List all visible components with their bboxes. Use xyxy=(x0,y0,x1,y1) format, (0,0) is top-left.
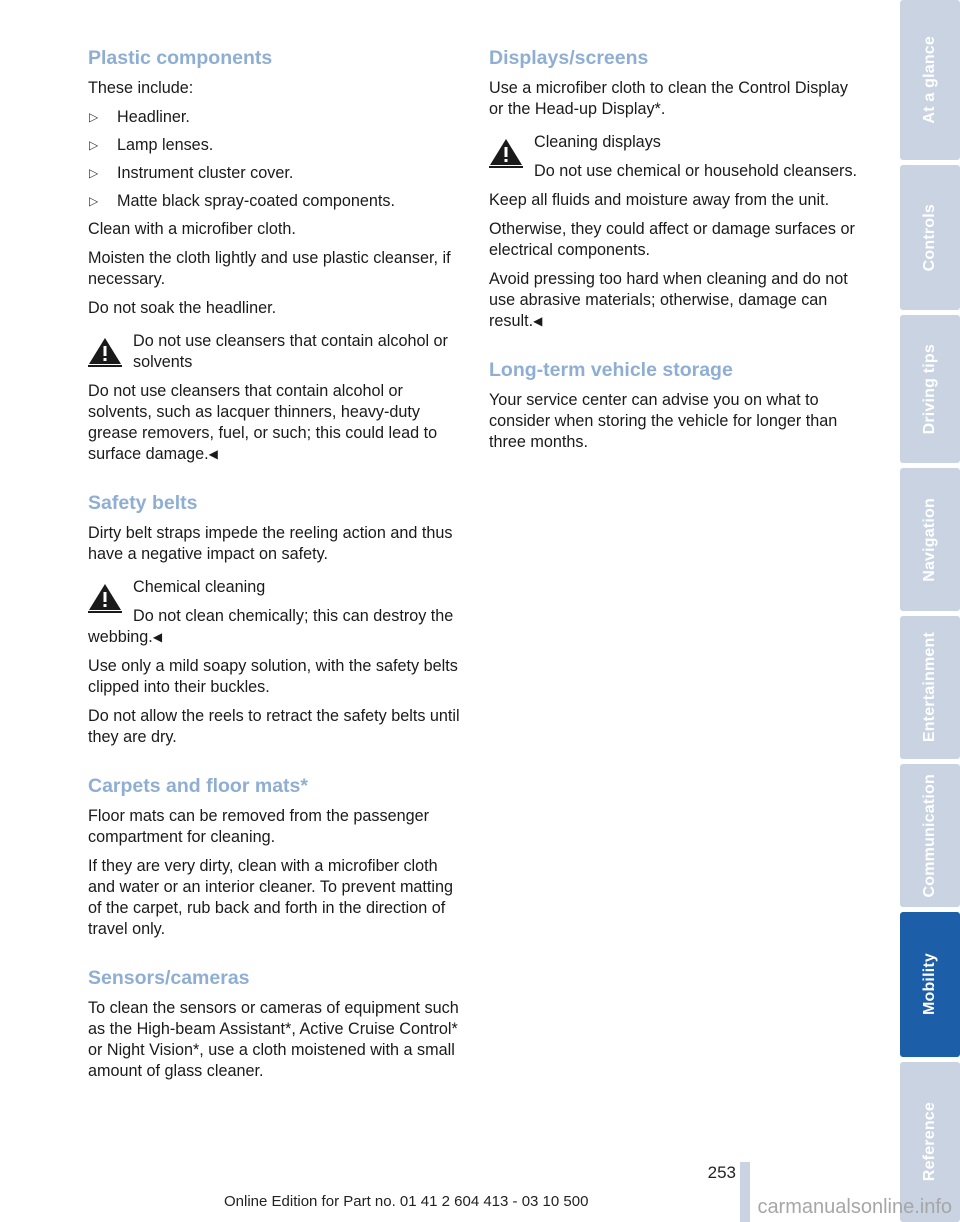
heading-safety-belts: Safety belts xyxy=(88,492,198,514)
heading-long-term-storage: Long-term vehicle storage xyxy=(489,359,733,381)
paragraph: Clean with a microfiber cloth. xyxy=(88,220,296,238)
section-plastic-components xyxy=(88,44,466,465)
list-item: ▷ Headliner. xyxy=(89,108,190,126)
tab-driving-tips[interactable]: Driving tips xyxy=(900,315,960,463)
tab-mobility[interactable]: Mobility xyxy=(900,912,960,1057)
list-item: ▷ Lamp lenses. xyxy=(89,136,214,154)
page-number: 253 xyxy=(707,1163,736,1182)
paragraph: These include: xyxy=(88,79,194,97)
paragraph: Keep all fluids and moisture away from the unit. xyxy=(489,191,830,209)
heading-carpets: Carpets and floor mats* xyxy=(88,775,308,797)
warning-notice xyxy=(88,577,466,648)
paragraph: To clean the sensors or cameras of equipment such as the High-beam Assistant*, Active Cruise Control* or Night Vision*, use a cloth moistened with a small amount of glass cleaner. xyxy=(88,999,459,1080)
tab-reference[interactable]: Reference xyxy=(900,1062,960,1222)
warning-notice xyxy=(88,331,466,465)
paragraph: Otherwise, they could affect or damage surfaces or electrical components. xyxy=(489,220,855,259)
warning-body: Do not use chemical or household cleansers. xyxy=(534,162,858,180)
footer-text: Online Edition for Part no. 01 41 2 604 413 - 03 10 500 xyxy=(224,1193,589,1210)
heading-sensors-cameras: Sensors/cameras xyxy=(88,967,250,989)
plastic-list xyxy=(88,107,466,212)
page-number-bar xyxy=(740,1162,750,1222)
paragraph: Floor mats can be removed from the passenger compartment for cleaning. xyxy=(88,807,429,846)
paragraph: Do not soak the headliner. xyxy=(88,299,277,317)
heading-plastic-components: Plastic components xyxy=(88,47,273,69)
left-column xyxy=(88,44,466,1090)
warning-icon xyxy=(88,583,122,613)
section-long-term-storage xyxy=(489,356,864,453)
tab-at-a-glance[interactable]: At a glance xyxy=(900,0,960,160)
tab-entertainment[interactable]: Entertainment xyxy=(900,616,960,759)
right-column xyxy=(489,44,864,461)
tab-navigation[interactable]: Navigation xyxy=(900,468,960,611)
warning-title: Cleaning displays xyxy=(534,133,661,151)
warning-title: Chemical cleaning xyxy=(133,578,266,596)
bullet-icon: ▷ xyxy=(89,194,99,208)
bullet-icon: ▷ xyxy=(89,166,99,180)
warning-notice xyxy=(489,132,864,182)
paragraph: Moisten the cloth lightly and use plastic cleanser, if necessary. xyxy=(88,249,451,288)
section-displays xyxy=(489,44,864,332)
paragraph: Use a microfiber cloth to clean the Control Display or the Head-up Display*. xyxy=(489,79,848,118)
warning-title: Do not use cleansers that contain alcohol or solvents xyxy=(133,332,448,371)
section-sensors xyxy=(88,964,466,1082)
tab-communication[interactable]: Communication xyxy=(900,764,960,907)
chapter-tabs xyxy=(900,0,960,1222)
tab-controls[interactable]: Controls xyxy=(900,165,960,310)
end-mark-icon: ◀ xyxy=(533,314,543,328)
warning-body: Do not use cleansers that contain alcohol or solvents, such as lacquer thinners, heavy-duty grease removers, fuel, or such; this could lead to surface damage.◀ xyxy=(88,382,438,463)
warning-body: Do not clean chemically; this can destroy the webbing.◀ xyxy=(88,607,454,646)
end-mark-icon: ◀ xyxy=(152,630,163,644)
paragraph: Avoid pressing too hard when cleaning and do not use abrasive materials; otherwise, damage can result.◀ xyxy=(489,270,848,330)
list-item: ▷ Matte black spray-coated components. xyxy=(89,192,396,210)
bullet-icon: ▷ xyxy=(89,110,99,124)
section-safety-belts xyxy=(88,489,466,748)
paragraph: Use only a mild soapy solution, with the safety belts clipped into their buckles. xyxy=(88,657,458,696)
heading-displays-screens: Displays/screens xyxy=(489,47,649,69)
list-item: ▷ Instrument cluster cover. xyxy=(89,164,294,182)
end-mark-icon: ◀ xyxy=(208,447,218,461)
section-carpets xyxy=(88,772,466,940)
warning-icon xyxy=(489,138,523,168)
paragraph: Dirty belt straps impede the reeling action and thus have a negative impact on safety. xyxy=(88,524,453,563)
paragraph: Your service center can advise you on what to consider when storing the vehicle for longer than three months. xyxy=(489,391,838,451)
paragraph: If they are very dirty, clean with a microfiber cloth and water or an interior cleaner. To prevent matting of the carpet, rub back and forth in the direction of travel only. xyxy=(88,857,454,938)
watermark: carmanualsonline.info xyxy=(757,1196,952,1218)
bullet-icon: ▷ xyxy=(89,138,99,152)
warning-icon xyxy=(88,337,122,367)
paragraph: Do not allow the reels to retract the safety belts until they are dry. xyxy=(88,707,460,746)
